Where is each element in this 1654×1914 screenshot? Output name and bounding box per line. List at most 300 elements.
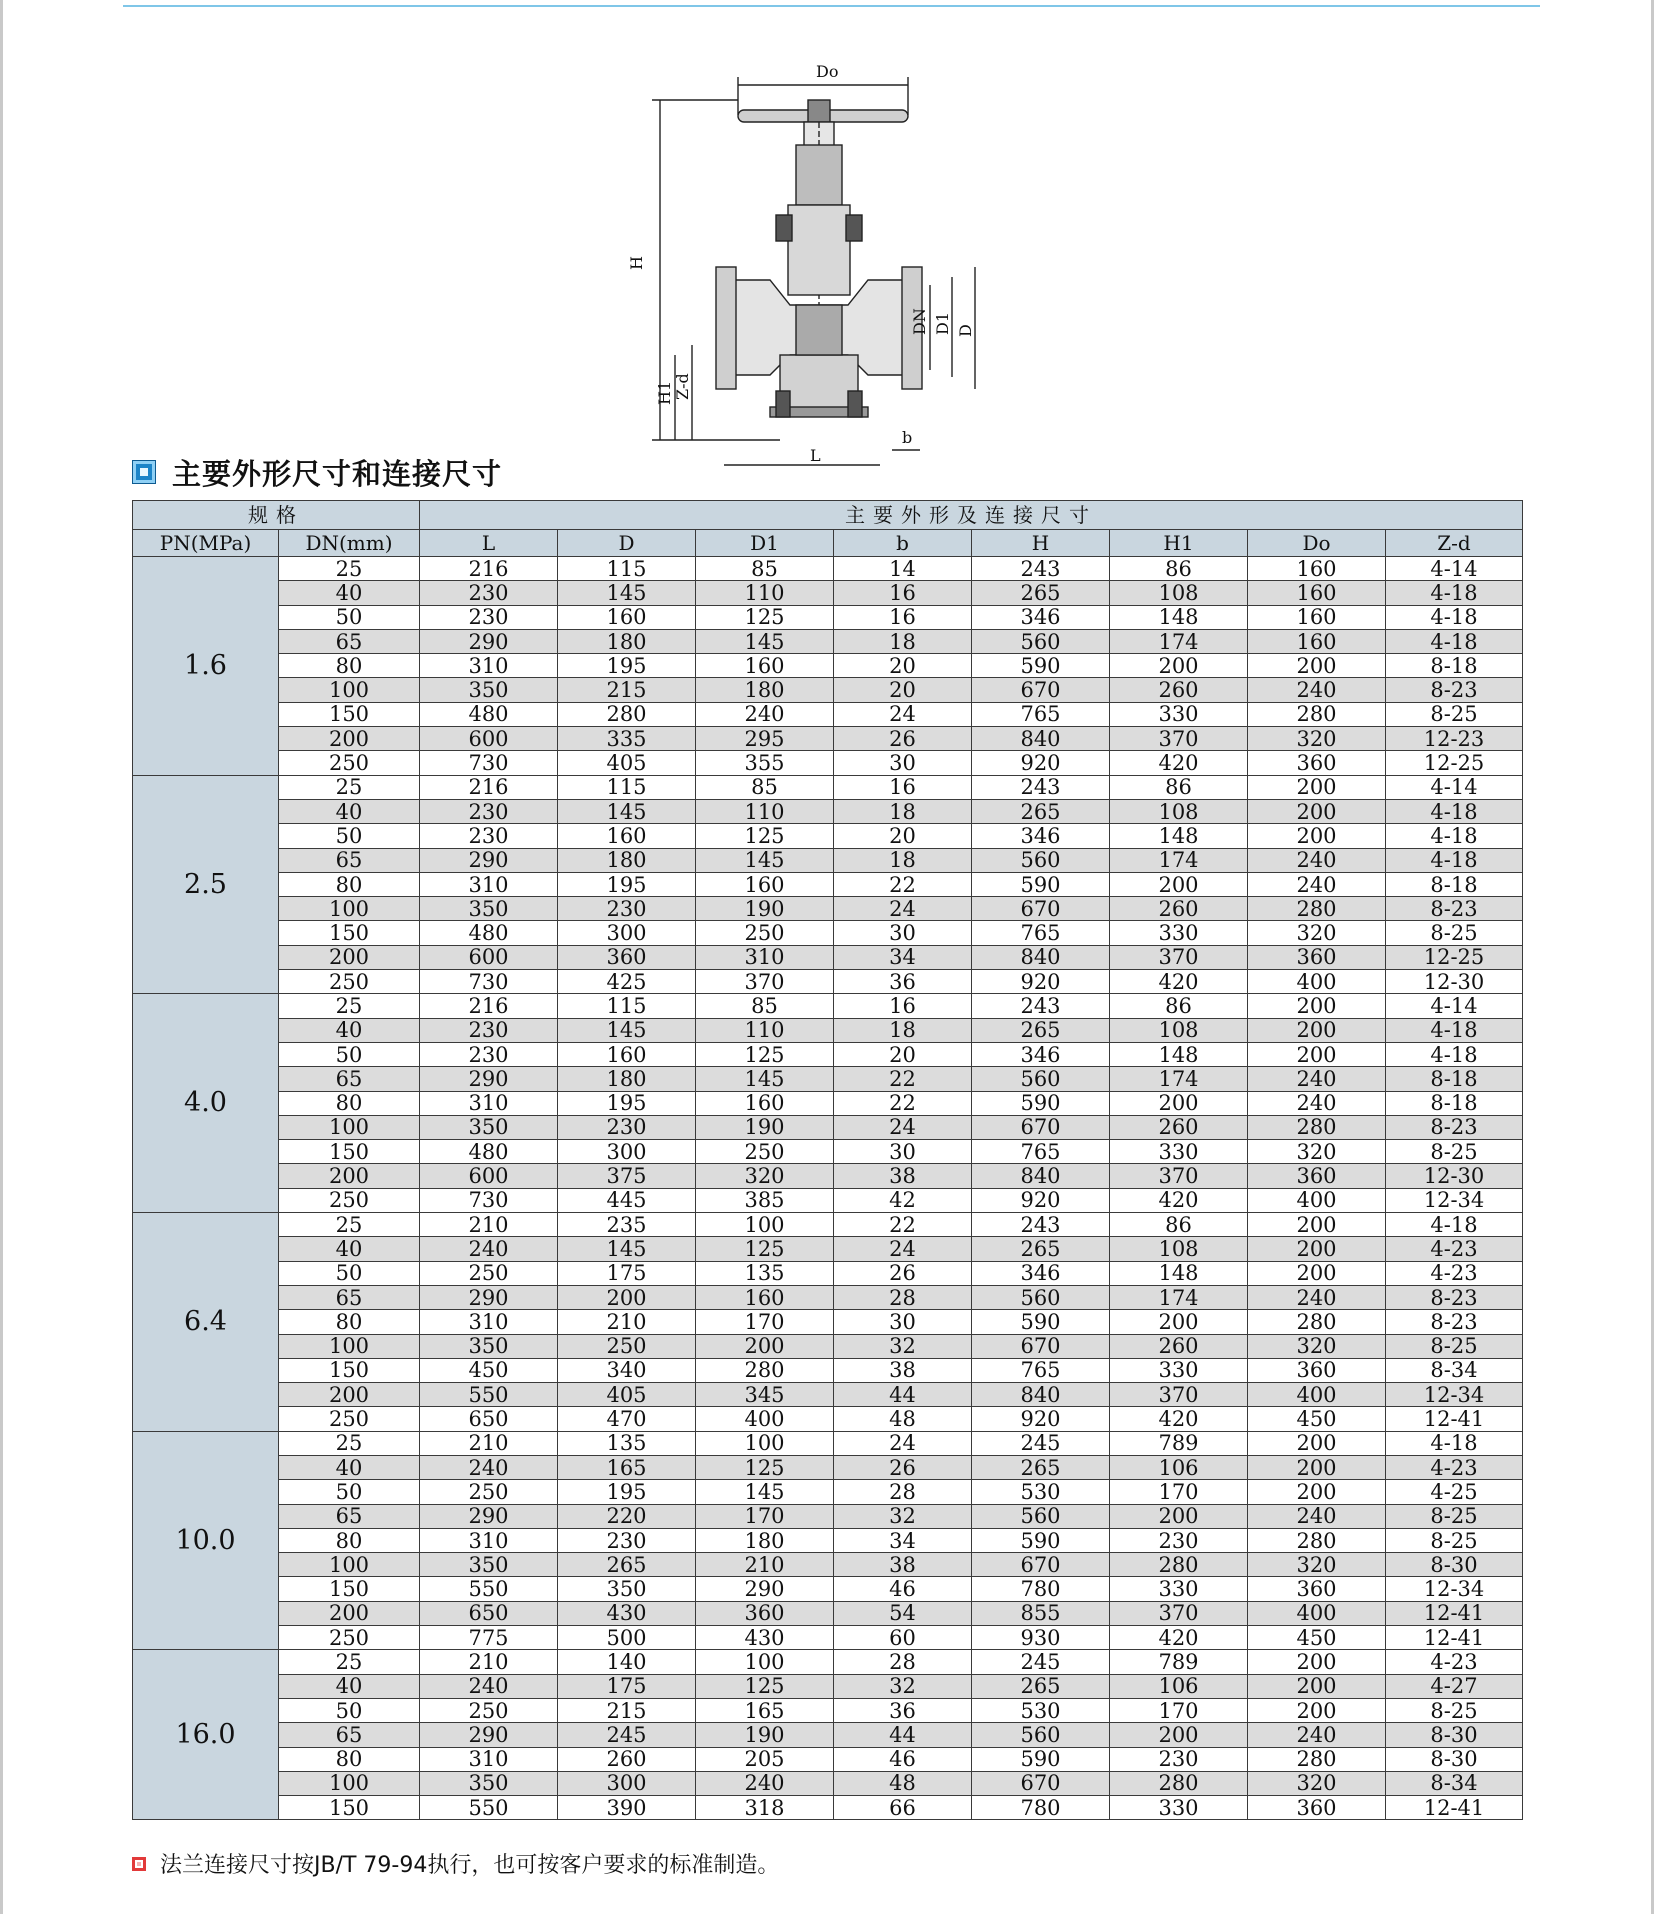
table-row: [133, 1018, 1523, 1042]
value-cell: 4-18: [1386, 848, 1523, 872]
value-cell: 230: [420, 824, 558, 848]
value-cell: 4-23: [1386, 1237, 1523, 1261]
value-cell: 170: [1110, 1480, 1248, 1504]
section-heading: [132, 452, 502, 492]
value-cell: 240: [1248, 1091, 1386, 1115]
dn-cell: 80: [279, 1747, 420, 1771]
dn-cell: 80: [279, 654, 420, 678]
value-cell: 370: [1110, 1601, 1248, 1625]
value-cell: 36: [834, 970, 972, 994]
value-cell: 260: [1110, 678, 1248, 702]
value-cell: 4-14: [1386, 994, 1523, 1018]
value-cell: 346: [972, 605, 1110, 629]
value-cell: 16: [834, 994, 972, 1018]
value-cell: 550: [420, 1796, 558, 1820]
value-cell: 350: [558, 1577, 696, 1601]
column-header: b: [834, 530, 972, 557]
value-cell: 920: [972, 751, 1110, 775]
value-cell: 145: [558, 1018, 696, 1042]
value-cell: 200: [1248, 994, 1386, 1018]
dn-cell: 200: [279, 945, 420, 969]
label-dn: DN: [910, 308, 929, 335]
value-cell: 385: [696, 1188, 834, 1212]
value-cell: 260: [1110, 897, 1248, 921]
value-cell: 405: [558, 751, 696, 775]
table-row: [133, 1698, 1523, 1722]
dn-cell: 250: [279, 970, 420, 994]
value-cell: 346: [972, 824, 1110, 848]
table-row: [133, 921, 1523, 945]
value-cell: 190: [696, 1115, 834, 1139]
value-cell: 240: [1248, 1285, 1386, 1309]
value-cell: 200: [1110, 654, 1248, 678]
value-cell: 600: [420, 727, 558, 751]
table-row: [133, 1091, 1523, 1115]
value-cell: 12-25: [1386, 945, 1523, 969]
value-cell: 240: [1248, 678, 1386, 702]
value-cell: 265: [972, 1018, 1110, 1042]
value-cell: 85: [696, 994, 834, 1018]
page-left-edge: [0, 0, 3, 1914]
value-cell: 8-34: [1386, 1358, 1523, 1382]
table-row: [133, 1480, 1523, 1504]
value-cell: 280: [696, 1358, 834, 1382]
dn-cell: 250: [279, 751, 420, 775]
spec-header: 规格: [133, 501, 420, 530]
value-cell: 48: [834, 1407, 972, 1431]
value-cell: 200: [1110, 1310, 1248, 1334]
value-cell: 265: [972, 799, 1110, 823]
value-cell: 230: [420, 581, 558, 605]
value-cell: 8-18: [1386, 654, 1523, 678]
dn-cell: 100: [279, 1771, 420, 1795]
value-cell: 4-18: [1386, 1431, 1523, 1455]
value-cell: 265: [558, 1553, 696, 1577]
table-row: [133, 1674, 1523, 1698]
value-cell: 54: [834, 1601, 972, 1625]
value-cell: 135: [558, 1431, 696, 1455]
value-cell: 318: [696, 1796, 834, 1820]
table-row: [133, 1115, 1523, 1139]
value-cell: 22: [834, 1067, 972, 1091]
value-cell: 360: [696, 1601, 834, 1625]
value-cell: 200: [1110, 1723, 1248, 1747]
value-cell: 450: [1248, 1626, 1386, 1650]
value-cell: 650: [420, 1601, 558, 1625]
value-cell: 500: [558, 1626, 696, 1650]
table-row: [133, 799, 1523, 823]
label-h1: H1: [655, 380, 674, 405]
value-cell: 46: [834, 1577, 972, 1601]
dn-cell: 65: [279, 629, 420, 653]
dn-cell: 250: [279, 1626, 420, 1650]
value-cell: 190: [696, 1723, 834, 1747]
value-cell: 8-30: [1386, 1723, 1523, 1747]
dn-cell: 65: [279, 1067, 420, 1091]
value-cell: 480: [420, 921, 558, 945]
value-cell: 280: [1248, 1528, 1386, 1552]
value-cell: 108: [1110, 1237, 1248, 1261]
value-cell: 60: [834, 1626, 972, 1650]
value-cell: 200: [1248, 1650, 1386, 1674]
value-cell: 4-18: [1386, 581, 1523, 605]
value-cell: 100: [696, 1650, 834, 1674]
value-cell: 670: [972, 678, 1110, 702]
value-cell: 108: [1110, 799, 1248, 823]
dn-cell: 25: [279, 1431, 420, 1455]
value-cell: 230: [1110, 1528, 1248, 1552]
value-cell: 12-41: [1386, 1796, 1523, 1820]
value-cell: 280: [1110, 1771, 1248, 1795]
value-cell: 230: [558, 1115, 696, 1139]
value-cell: 8-25: [1386, 1528, 1523, 1552]
value-cell: 22: [834, 872, 972, 896]
table-row: [133, 945, 1523, 969]
value-cell: 280: [1248, 897, 1386, 921]
dn-cell: 40: [279, 799, 420, 823]
square-bullet-icon: [132, 460, 156, 484]
value-cell: 24: [834, 702, 972, 726]
value-cell: 200: [1110, 1504, 1248, 1528]
value-cell: 20: [834, 654, 972, 678]
table-row: [133, 654, 1523, 678]
value-cell: 4-18: [1386, 1042, 1523, 1066]
value-cell: 86: [1110, 557, 1248, 581]
dn-cell: 40: [279, 1674, 420, 1698]
value-cell: 280: [1110, 1553, 1248, 1577]
value-cell: 66: [834, 1796, 972, 1820]
value-cell: 160: [1248, 581, 1386, 605]
value-cell: 310: [420, 1528, 558, 1552]
dn-cell: 80: [279, 1310, 420, 1334]
dimension-table: [132, 500, 1523, 1820]
value-cell: 290: [696, 1577, 834, 1601]
value-cell: 650: [420, 1407, 558, 1431]
dn-cell: 50: [279, 1480, 420, 1504]
dn-cell: 100: [279, 1553, 420, 1577]
value-cell: 370: [1110, 727, 1248, 751]
value-cell: 370: [1110, 945, 1248, 969]
value-cell: 350: [420, 1334, 558, 1358]
value-cell: 345: [696, 1383, 834, 1407]
table-row: [133, 1407, 1523, 1431]
value-cell: 930: [972, 1626, 1110, 1650]
value-cell: 250: [420, 1698, 558, 1722]
value-cell: 310: [420, 1091, 558, 1115]
value-cell: 4-18: [1386, 824, 1523, 848]
pn-cell: 1.6: [133, 557, 279, 776]
value-cell: 600: [420, 1164, 558, 1188]
value-cell: 560: [972, 1067, 1110, 1091]
value-cell: 160: [696, 1091, 834, 1115]
table-row: [133, 994, 1523, 1018]
value-cell: 12-41: [1386, 1626, 1523, 1650]
value-cell: 360: [1248, 1577, 1386, 1601]
value-cell: 920: [972, 1407, 1110, 1431]
value-cell: 330: [1110, 1796, 1248, 1820]
value-cell: 195: [558, 872, 696, 896]
value-cell: 22: [834, 1213, 972, 1237]
value-cell: 20: [834, 1042, 972, 1066]
value-cell: 220: [558, 1504, 696, 1528]
dn-cell: 80: [279, 1528, 420, 1552]
value-cell: 590: [972, 1091, 1110, 1115]
value-cell: 4-25: [1386, 1480, 1523, 1504]
dn-cell: 50: [279, 605, 420, 629]
value-cell: 425: [558, 970, 696, 994]
table-row: [133, 1213, 1523, 1237]
table-row: [133, 1261, 1523, 1285]
value-cell: 175: [558, 1261, 696, 1285]
value-cell: 789: [1110, 1431, 1248, 1455]
value-cell: 148: [1110, 824, 1248, 848]
value-cell: 280: [558, 702, 696, 726]
value-cell: 480: [420, 702, 558, 726]
value-cell: 160: [1248, 629, 1386, 653]
value-cell: 125: [696, 605, 834, 629]
value-cell: 145: [696, 848, 834, 872]
value-cell: 310: [420, 1747, 558, 1771]
value-cell: 160: [696, 1285, 834, 1309]
value-cell: 86: [1110, 1213, 1248, 1237]
value-cell: 160: [558, 824, 696, 848]
value-cell: 230: [420, 605, 558, 629]
value-cell: 8-23: [1386, 1115, 1523, 1139]
value-cell: 840: [972, 945, 1110, 969]
value-cell: 24: [834, 897, 972, 921]
table-row: [133, 1358, 1523, 1382]
dn-cell: 65: [279, 1504, 420, 1528]
value-cell: 4-18: [1386, 1213, 1523, 1237]
value-cell: 320: [1248, 1334, 1386, 1358]
value-cell: 590: [972, 654, 1110, 678]
value-cell: 200: [558, 1285, 696, 1309]
value-cell: 180: [558, 1067, 696, 1091]
table-row: [133, 1188, 1523, 1212]
value-cell: 46: [834, 1747, 972, 1771]
value-cell: 230: [420, 1042, 558, 1066]
value-cell: 8-25: [1386, 921, 1523, 945]
valve-dimension-drawing: [627, 55, 1030, 475]
table-row: [133, 727, 1523, 751]
value-cell: 245: [972, 1431, 1110, 1455]
value-cell: 230: [420, 799, 558, 823]
column-header: H1: [1110, 530, 1248, 557]
dn-cell: 40: [279, 1455, 420, 1479]
value-cell: 28: [834, 1480, 972, 1504]
footnote-text: 法兰连接尺寸按JB/T 79-94执行，也可按客户要求的标准制造。: [160, 1853, 780, 1878]
label-zd: Z-d: [673, 373, 692, 400]
value-cell: 920: [972, 1188, 1110, 1212]
value-cell: 290: [420, 1723, 558, 1747]
table-row: [133, 970, 1523, 994]
value-cell: 765: [972, 921, 1110, 945]
value-cell: 30: [834, 1140, 972, 1164]
value-cell: 30: [834, 921, 972, 945]
value-cell: 145: [558, 581, 696, 605]
dn-cell: 80: [279, 1091, 420, 1115]
table-body: [133, 557, 1523, 1820]
value-cell: 110: [696, 1018, 834, 1042]
value-cell: 765: [972, 702, 1110, 726]
table-row: [133, 1723, 1523, 1747]
table-row: [133, 775, 1523, 799]
value-cell: 240: [1248, 872, 1386, 896]
table-row: [133, 897, 1523, 921]
value-cell: 230: [558, 897, 696, 921]
table-row: [133, 1504, 1523, 1528]
top-rule: [123, 5, 1540, 7]
value-cell: 265: [972, 581, 1110, 605]
value-cell: 375: [558, 1164, 696, 1188]
value-cell: 8-23: [1386, 897, 1523, 921]
table-row: [133, 678, 1523, 702]
value-cell: 34: [834, 945, 972, 969]
dn-cell: 40: [279, 1237, 420, 1261]
value-cell: 216: [420, 557, 558, 581]
dn-cell: 50: [279, 824, 420, 848]
value-cell: 560: [972, 1504, 1110, 1528]
value-cell: 240: [1248, 848, 1386, 872]
value-cell: 200: [1248, 654, 1386, 678]
dn-cell: 25: [279, 557, 420, 581]
value-cell: 280: [1248, 1747, 1386, 1771]
value-cell: 240: [1248, 1067, 1386, 1091]
value-cell: 780: [972, 1796, 1110, 1820]
table-row: [133, 1334, 1523, 1358]
value-cell: 260: [1110, 1334, 1248, 1358]
value-cell: 12-30: [1386, 970, 1523, 994]
value-cell: 175: [558, 1674, 696, 1698]
value-cell: 370: [1110, 1164, 1248, 1188]
value-cell: 170: [1110, 1698, 1248, 1722]
value-cell: 16: [834, 605, 972, 629]
value-cell: 210: [420, 1650, 558, 1674]
value-cell: 480: [420, 1140, 558, 1164]
value-cell: 775: [420, 1626, 558, 1650]
value-cell: 600: [420, 945, 558, 969]
dn-cell: 150: [279, 1796, 420, 1820]
dn-cell: 250: [279, 1407, 420, 1431]
value-cell: 215: [558, 678, 696, 702]
value-cell: 560: [972, 1723, 1110, 1747]
table-row: [133, 1528, 1523, 1552]
value-cell: 26: [834, 1455, 972, 1479]
value-cell: 160: [558, 1042, 696, 1066]
table-row: [133, 605, 1523, 629]
pn-cell: 10.0: [133, 1431, 279, 1650]
value-cell: 350: [420, 1553, 558, 1577]
dn-cell: 150: [279, 1140, 420, 1164]
value-cell: 400: [1248, 1601, 1386, 1625]
dn-cell: 100: [279, 897, 420, 921]
value-cell: 765: [972, 1358, 1110, 1382]
label-h: H: [627, 256, 646, 270]
value-cell: 170: [696, 1310, 834, 1334]
value-cell: 148: [1110, 1042, 1248, 1066]
value-cell: 400: [1248, 1383, 1386, 1407]
value-cell: 240: [420, 1237, 558, 1261]
value-cell: 250: [558, 1334, 696, 1358]
table-row: [133, 1310, 1523, 1334]
value-cell: 450: [1248, 1407, 1386, 1431]
value-cell: 20: [834, 824, 972, 848]
column-header: D: [558, 530, 696, 557]
table-row: [133, 1796, 1523, 1820]
value-cell: 200: [1248, 1698, 1386, 1722]
table-row: [133, 557, 1523, 581]
value-cell: 295: [696, 727, 834, 751]
value-cell: 320: [696, 1164, 834, 1188]
dn-cell: 150: [279, 1358, 420, 1382]
value-cell: 85: [696, 775, 834, 799]
value-cell: 320: [1248, 1140, 1386, 1164]
value-cell: 8-25: [1386, 1504, 1523, 1528]
value-cell: 8-34: [1386, 1771, 1523, 1795]
value-cell: 8-30: [1386, 1553, 1523, 1577]
value-cell: 26: [834, 1261, 972, 1285]
value-cell: 86: [1110, 775, 1248, 799]
value-cell: 230: [558, 1528, 696, 1552]
value-cell: 165: [696, 1698, 834, 1722]
value-cell: 450: [420, 1358, 558, 1382]
value-cell: 125: [696, 1042, 834, 1066]
table-row: [133, 1237, 1523, 1261]
value-cell: 180: [558, 629, 696, 653]
dn-cell: 200: [279, 1383, 420, 1407]
value-cell: 265: [972, 1455, 1110, 1479]
value-cell: 200: [1248, 799, 1386, 823]
value-cell: 200: [1248, 824, 1386, 848]
value-cell: 216: [420, 775, 558, 799]
value-cell: 320: [1248, 1553, 1386, 1577]
column-header: D1: [696, 530, 834, 557]
value-cell: 250: [696, 921, 834, 945]
value-cell: 200: [1248, 1261, 1386, 1285]
value-cell: 310: [420, 872, 558, 896]
dn-cell: 200: [279, 727, 420, 751]
value-cell: 250: [696, 1140, 834, 1164]
value-cell: 590: [972, 1310, 1110, 1334]
value-cell: 12-34: [1386, 1188, 1523, 1212]
table-row: [133, 1455, 1523, 1479]
value-cell: 174: [1110, 629, 1248, 653]
value-cell: 200: [1248, 1042, 1386, 1066]
value-cell: 670: [972, 1771, 1110, 1795]
value-cell: 200: [1248, 775, 1386, 799]
value-cell: 32: [834, 1334, 972, 1358]
value-cell: 350: [420, 1115, 558, 1139]
value-cell: 4-18: [1386, 799, 1523, 823]
value-cell: 230: [1110, 1747, 1248, 1771]
dn-cell: 100: [279, 678, 420, 702]
table-row: [133, 1431, 1523, 1455]
value-cell: 44: [834, 1723, 972, 1747]
value-cell: 48: [834, 1771, 972, 1795]
value-cell: 4-14: [1386, 775, 1523, 799]
value-cell: 22: [834, 1091, 972, 1115]
value-cell: 355: [696, 751, 834, 775]
value-cell: 210: [558, 1310, 696, 1334]
dn-cell: 40: [279, 581, 420, 605]
value-cell: 265: [972, 1674, 1110, 1698]
value-cell: 350: [420, 1771, 558, 1795]
value-cell: 330: [1110, 1577, 1248, 1601]
dn-cell: 150: [279, 702, 420, 726]
table-row: [133, 1553, 1523, 1577]
value-cell: 4-18: [1386, 1018, 1523, 1042]
value-cell: 310: [696, 945, 834, 969]
